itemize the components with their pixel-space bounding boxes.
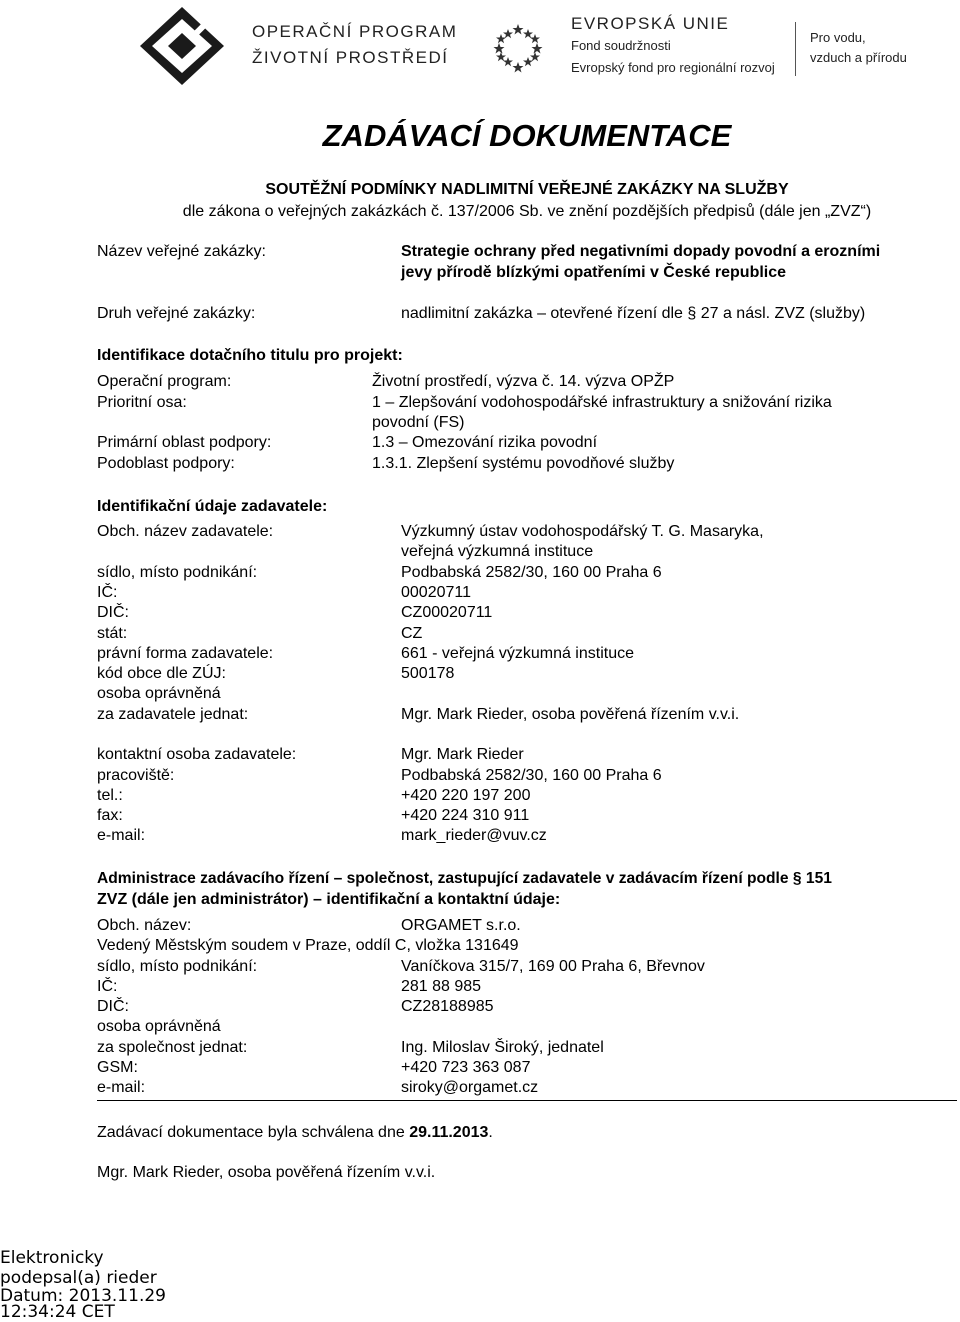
admin-dic-value: CZ28188985 bbox=[401, 998, 494, 1015]
ca-work-value: Podbabská 2582/30, 160 00 Praha 6 bbox=[401, 767, 662, 784]
approval-end: . bbox=[488, 1124, 493, 1141]
ca-auth-label-2: za zadavatele jednat: bbox=[97, 706, 249, 723]
ca-zuj-value: 500178 bbox=[401, 665, 455, 682]
esign-line4: 12:34:24 CET bbox=[0, 1302, 115, 1322]
ca-name-value-1: Výzkumný ústav vodohospodářský T. G. Masaryka, bbox=[401, 523, 764, 540]
ca-email-value: mark_rieder@vuv.cz bbox=[401, 827, 547, 844]
admin-email-label: e-mail: bbox=[97, 1079, 146, 1096]
document-subtitle: SOUTĚŽNÍ PODMÍNKY NADLIMITNÍ VEŘEJNÉ ZAKÁZKY NA SLUŽBY bbox=[265, 181, 789, 198]
op-zp-logo bbox=[138, 5, 226, 87]
admin-name-value: ORGAMET s.r.o. bbox=[401, 917, 521, 934]
approval-date: 29.11.2013 bbox=[409, 1124, 489, 1141]
approval-text: Zadávací dokumentace byla schválena dne bbox=[97, 1124, 410, 1141]
contract-name-label: Název veřejné zakázky: bbox=[97, 243, 266, 260]
document-title: ZADÁVACÍ DOKUMENTACE bbox=[322, 118, 732, 153]
admin-heading-2: ZVZ (dále jen administrátor) – identifikační a kontaktní údaje: bbox=[97, 891, 561, 908]
admin-heading-1: Administrace zadávacího řízení – společnost, zastupující zadavatele v zadávacím řízení podle § 151 bbox=[97, 870, 832, 887]
admin-court: Vedený Městským soudem v Praze, oddíl C, vložka 131649 bbox=[97, 937, 519, 954]
grant-subarea-label: Podoblast podpory: bbox=[97, 455, 235, 472]
admin-gsm-value: +420 723 363 087 bbox=[401, 1059, 531, 1076]
contract-name-value-2: jevy přírodě blízkými opatřeními v České republice bbox=[401, 264, 787, 281]
admin-email-value: siroky@orgamet.cz bbox=[401, 1079, 539, 1096]
ca-email-label: e-mail: bbox=[97, 827, 146, 844]
grant-subarea-value: 1.3.1. Zlepšení systému povodňové služby bbox=[372, 455, 675, 472]
grant-area-value: 1.3 – Omezování rizika povodní bbox=[372, 434, 598, 451]
ca-ic-label: IČ: bbox=[97, 584, 118, 601]
contract-type-value: nadlimitní zakázka – otevřené řízení dle § 27 a násl. ZVZ (služby) bbox=[401, 305, 866, 322]
admin-auth-value: Ing. Miloslav Široký, jednatel bbox=[401, 1039, 604, 1056]
ca-seat-value: Podbabská 2582/30, 160 00 Praha 6 bbox=[401, 564, 662, 581]
ca-ic-value: 00020711 bbox=[401, 584, 471, 601]
grant-axis-value-2: povodní (FS) bbox=[372, 414, 465, 431]
grant-axis-label: Prioritní osa: bbox=[97, 394, 187, 411]
esign-line1: Elektronicky bbox=[0, 1248, 104, 1268]
admin-ic-label: IČ: bbox=[97, 978, 118, 995]
admin-seat-value: Vaníčkova 315/7, 169 00 Praha 6, Břevnov bbox=[401, 958, 705, 975]
grant-axis-value-1: 1 – Zlepšování vodohospodářské infrastruktury a snižování rizika bbox=[372, 394, 832, 411]
admin-gsm-label: GSM: bbox=[97, 1059, 138, 1076]
motto-line1: Pro vodu, bbox=[810, 30, 866, 45]
ca-auth-label-1: osoba oprávněná bbox=[97, 685, 221, 702]
ca-contact-label: kontaktní osoba zadavatele: bbox=[97, 746, 297, 763]
contract-type-label: Druh veřejné zakázky: bbox=[97, 305, 256, 322]
eu-fund-1: Fond soudržnosti bbox=[571, 38, 671, 53]
legal-basis: dle zákona o veřejných zakázkách č. 137/2006 Sb. ve znění pozdějších předpisů (dále jen „ZVZ“) bbox=[182, 203, 872, 220]
ca-auth-value: Mgr. Mark Rieder, osoba pověřená řízením v.v.i. bbox=[401, 706, 740, 723]
eu-fund-2: Evropský fond pro regionální rozvoj bbox=[571, 60, 775, 75]
grant-op-label: Operační program: bbox=[97, 373, 232, 390]
grant-area-label: Primární oblast podpory: bbox=[97, 434, 272, 451]
contracting-heading: Identifikační údaje zadavatele: bbox=[97, 498, 328, 515]
ca-dic-value: CZ00020711 bbox=[401, 604, 493, 621]
ca-state-label: stát: bbox=[97, 625, 128, 642]
op-name-line1: OPERAČNÍ PROGRAM bbox=[252, 22, 458, 41]
admin-seat-label: sídlo, místo podnikání: bbox=[97, 958, 258, 975]
ca-legal-label: právní forma zadavatele: bbox=[97, 645, 274, 662]
op-name-line2: ŽIVOTNÍ PROSTŘEDÍ bbox=[252, 48, 449, 67]
section-divider bbox=[97, 1100, 957, 1101]
admin-auth-label-2: za společnost jednat: bbox=[97, 1039, 248, 1056]
ca-seat-label: sídlo, místo podnikání: bbox=[97, 564, 258, 581]
esign-line2: podepsal(a) rieder bbox=[0, 1268, 157, 1288]
admin-auth-label-1: osoba oprávněná bbox=[97, 1018, 221, 1035]
approval-line bbox=[97, 1124, 493, 1142]
grant-op-value: Životní prostředí, výzva č. 14. výzva OPŽP bbox=[372, 373, 675, 390]
ca-contact-value: Mgr. Mark Rieder bbox=[401, 746, 524, 763]
ca-fax-label: fax: bbox=[97, 807, 123, 824]
admin-dic-label: DIČ: bbox=[97, 998, 129, 1015]
eu-name: EVROPSKÁ UNIE bbox=[571, 14, 730, 33]
header-divider bbox=[795, 22, 796, 76]
ca-zuj-label: kód obce dle ZÚJ: bbox=[97, 665, 226, 682]
eu-flag-icon bbox=[486, 18, 550, 78]
admin-name-label: Obch. název: bbox=[97, 917, 192, 934]
ca-work-label: pracoviště: bbox=[97, 767, 175, 784]
ca-name-value-2: veřejná výzkumná instituce bbox=[401, 543, 594, 560]
grant-heading: Identifikace dotačního titulu pro projekt: bbox=[97, 347, 403, 364]
ca-tel-label: tel.: bbox=[97, 787, 123, 804]
esign-line3: Datum: 2013.11.29 bbox=[0, 1286, 166, 1306]
ca-legal-value: 661 - veřejná výzkumná instituce bbox=[401, 645, 634, 662]
ca-state-value: CZ bbox=[401, 625, 423, 642]
contract-name-value-1: Strategie ochrany před negativními dopady povodní a erozními bbox=[401, 243, 881, 260]
ca-tel-value: +420 220 197 200 bbox=[401, 787, 531, 804]
signer-line: Mgr. Mark Rieder, osoba pověřená řízením v.v.i. bbox=[97, 1164, 436, 1181]
admin-ic-value: 281 88 985 bbox=[401, 978, 482, 995]
ca-name-label: Obch. název zadavatele: bbox=[97, 523, 274, 540]
ca-dic-label: DIČ: bbox=[97, 604, 129, 621]
ca-fax-value: +420 224 310 911 bbox=[401, 807, 530, 824]
motto-line2: vzduch a přírodu bbox=[810, 50, 907, 65]
